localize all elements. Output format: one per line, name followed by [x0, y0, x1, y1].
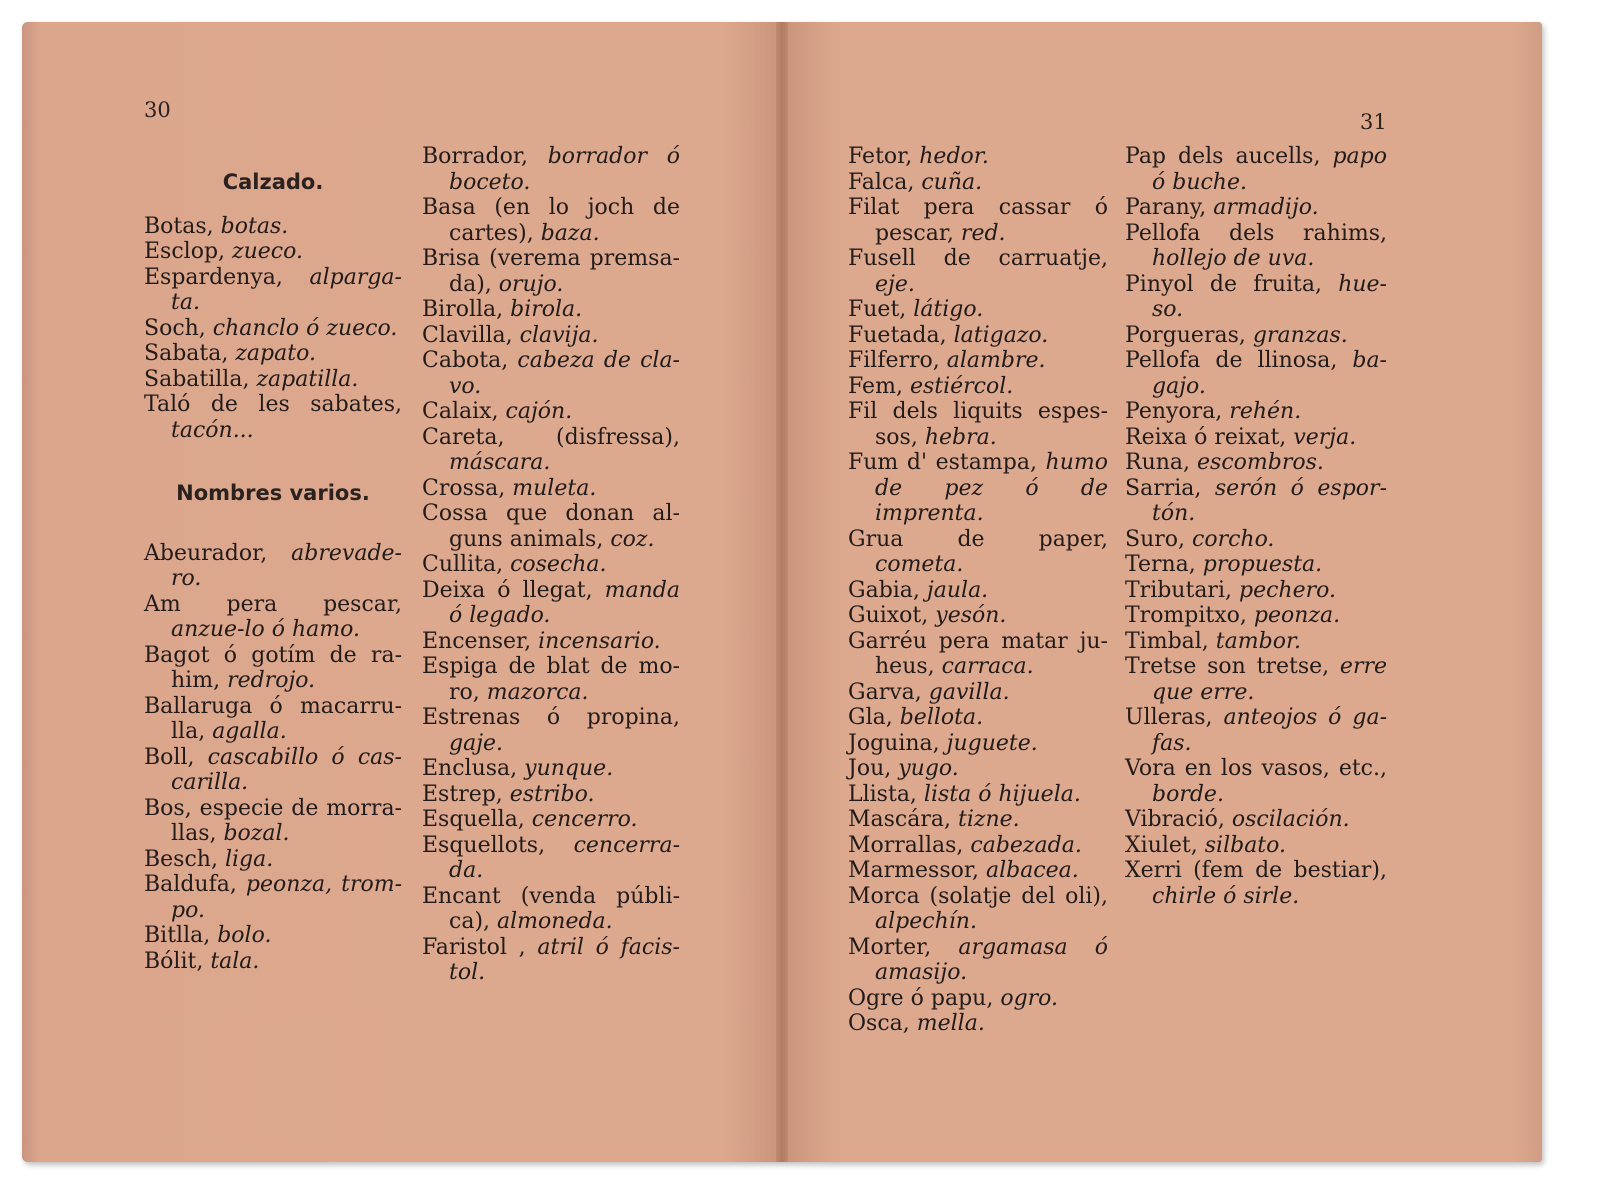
dictionary-entry: [848, 323, 1108, 349]
dictionary-entry: [422, 144, 680, 195]
headword: Filat pera cassar ó pescar,: [848, 195, 1108, 246]
translation: armadijo.: [1213, 195, 1319, 220]
translation: lista ó hijuela.: [923, 781, 1081, 807]
dictionary-entry: [1125, 399, 1387, 425]
translation: muleta.: [512, 475, 597, 501]
headword: Garva,: [848, 679, 929, 705]
headword: Borrador,: [422, 144, 548, 169]
dictionary-entry: [422, 629, 680, 655]
headword: Besch,: [144, 846, 225, 872]
dictionary-entry: [1125, 756, 1387, 807]
translation: agalla.: [212, 719, 287, 744]
dictionary-entry: [422, 552, 680, 578]
dictionary-entry: [1125, 144, 1387, 195]
translation: zapatilla.: [256, 366, 359, 392]
dictionary-entry: [422, 323, 680, 349]
translation: almoneda.: [497, 909, 613, 934]
headword: Am pera pescar,: [144, 591, 402, 617]
translation: albacea.: [985, 858, 1079, 883]
dictionary-entry: [1125, 425, 1387, 451]
translation: juguete.: [946, 730, 1038, 756]
translation: estribo.: [509, 781, 595, 807]
headword: Ulleras,: [1125, 705, 1224, 730]
headword: Birolla,: [422, 297, 511, 322]
headword: Guixot,: [848, 603, 936, 628]
right-col-1: [848, 144, 1108, 1037]
headword: Boll,: [144, 744, 208, 770]
translation: anzue-lo ó hamo.: [171, 617, 361, 642]
headword: Estrenas ó propina,: [422, 705, 680, 730]
translation: oscilación.: [1231, 807, 1350, 832]
dictionary-entry: [422, 756, 680, 782]
headword: Encant (venda públi-ca),: [422, 883, 680, 934]
translation: borrador ó boceto.: [449, 144, 680, 195]
translation: látigo.: [913, 297, 984, 322]
translation: estiércol.: [909, 373, 1014, 399]
translation: yesón.: [935, 603, 1007, 628]
headword: Garréu pera matar ju-heus,: [848, 628, 1108, 679]
translation: cuña.: [921, 169, 983, 195]
translation: serón ó espor-tón.: [1152, 475, 1388, 526]
translation: escombros.: [1197, 450, 1324, 475]
translation: papo ó buche.: [1152, 144, 1387, 195]
dictionary-entry: [1125, 705, 1387, 756]
page-number-right: 31: [1360, 110, 1387, 134]
translation: tambor.: [1215, 628, 1302, 654]
dictionary-entry: [422, 501, 680, 552]
translation: anteojos ó ga-fas.: [1152, 705, 1387, 756]
translation: tacón...: [171, 417, 254, 443]
translation: hebra.: [924, 424, 997, 450]
translation: jaula.: [926, 577, 989, 603]
translation: gaje.: [449, 730, 504, 756]
dictionary-entry: [848, 731, 1108, 757]
translation: ba-gajo.: [1152, 348, 1387, 399]
dictionary-entry: [144, 392, 402, 443]
dictionary-entry: [848, 1011, 1108, 1037]
dictionary-entry: [422, 884, 680, 935]
translation: hollejo de uva.: [1152, 246, 1315, 271]
headword: Morrallas,: [848, 832, 971, 858]
dictionary-entry: [848, 629, 1108, 680]
translation: peonza.: [1253, 603, 1341, 628]
headword: Enclusa,: [422, 756, 525, 781]
entry-list: [422, 144, 680, 986]
translation: clavija.: [519, 322, 599, 348]
headword: Basa (en lo joch de cartes),: [422, 195, 680, 246]
translation: cosecha.: [510, 552, 607, 577]
headword: Taló de les sabates,: [144, 392, 402, 417]
dictionary-entry: [1125, 807, 1387, 833]
headword: Suro,: [1125, 526, 1192, 552]
headword: Ogre ó papu,: [848, 985, 1001, 1011]
dictionary-entry: [422, 705, 680, 756]
headword: Porgueras,: [1125, 322, 1253, 348]
headword: Sarria,: [1125, 475, 1215, 501]
dictionary-entry: [144, 341, 402, 367]
translation: cabezada.: [970, 832, 1082, 858]
translation: red.: [960, 220, 1006, 246]
translation: coz.: [610, 526, 655, 552]
right-col-2: [1125, 144, 1387, 909]
left-col-1: [144, 170, 402, 974]
headword: Estrep,: [422, 781, 510, 807]
headword: Brisa (verema premsa-da),: [422, 246, 680, 297]
headword: Espardenya,: [144, 264, 310, 290]
translation: corcho.: [1192, 526, 1275, 552]
dictionary-entry: [144, 923, 402, 949]
translation: tala.: [210, 948, 260, 974]
dictionary-entry: [144, 214, 402, 240]
headword: Fuetada,: [848, 322, 954, 348]
headword: Osca,: [848, 1011, 917, 1036]
dictionary-entry: [848, 833, 1108, 859]
translation: redrojo.: [227, 668, 316, 693]
dictionary-entry: [422, 297, 680, 323]
headword: Baldufa,: [144, 872, 246, 897]
headword: Sabata,: [144, 341, 236, 366]
dictionary-entry: [848, 527, 1108, 578]
translation: cajón.: [505, 399, 573, 424]
translation: hue-so.: [1152, 271, 1387, 322]
dictionary-entry: [1125, 833, 1387, 859]
dictionary-entry: [144, 316, 402, 342]
translation: chanclo ó zueco.: [212, 315, 398, 341]
translation: zueco.: [232, 239, 303, 264]
translation: cometa.: [875, 552, 964, 577]
headword: Espiga de blat de mo-ro,: [422, 654, 680, 705]
translation: cascabillo ó cas-carilla.: [171, 744, 402, 795]
right-page: [782, 22, 1542, 1162]
headword: Abeurador,: [144, 540, 292, 566]
dictionary-entry: [848, 195, 1108, 246]
headword: Bagot ó gotím de ra-him,: [144, 642, 402, 693]
headword: Pinyol de fruita,: [1125, 271, 1339, 297]
section-heading-calzado: Calzado.: [222, 170, 324, 194]
dictionary-entry: [1125, 348, 1387, 399]
headword: Careta, (disfressa),: [422, 424, 680, 450]
translation: rehén.: [1229, 399, 1302, 424]
dictionary-entry: [848, 986, 1108, 1012]
dictionary-entry: [848, 935, 1108, 986]
dictionary-entry: [144, 872, 402, 923]
dictionary-entry: [422, 348, 680, 399]
headword: Grua de paper,: [848, 526, 1108, 552]
headword: Reixa ó reixat,: [1125, 424, 1294, 450]
headword: Esquellots,: [422, 832, 574, 858]
translation: abrevade-ro.: [171, 540, 402, 591]
translation: humo de pez ó de imprenta.: [875, 450, 1108, 526]
dictionary-entry: [1125, 476, 1387, 527]
translation: zapato.: [235, 341, 316, 366]
translation: bolo.: [217, 923, 272, 948]
translation: orujo.: [498, 271, 564, 297]
translation: carraca.: [941, 654, 1034, 679]
headword: Pellofa dels rahims,: [1125, 220, 1387, 246]
dictionary-entry: [848, 399, 1108, 450]
translation: atril ó facis-tol.: [449, 934, 680, 985]
dictionary-entry: [422, 833, 680, 884]
book-spine: [776, 22, 788, 1162]
headword: Tretse son tretse,: [1125, 654, 1340, 679]
dictionary-entry: [422, 195, 680, 246]
dictionary-entry: [1125, 221, 1387, 272]
dictionary-entry: [848, 756, 1108, 782]
dictionary-entry: [144, 694, 402, 745]
dictionary-entry: [422, 476, 680, 502]
headword: Parany,: [1125, 195, 1214, 220]
translation: manda ó legado.: [449, 577, 680, 628]
headword: Morter,: [848, 934, 959, 960]
headword: Fem,: [848, 373, 910, 399]
dictionary-entry: [144, 949, 402, 975]
headword: Fum d' estampa,: [848, 450, 1046, 475]
translation: birola.: [510, 297, 583, 322]
translation: argamasa ó amasijo.: [875, 934, 1108, 985]
dictionary-entry: [848, 246, 1108, 297]
dictionary-entry: [144, 367, 402, 393]
dictionary-entry: [422, 425, 680, 476]
dictionary-entry: [848, 374, 1108, 400]
dictionary-entry: [848, 144, 1108, 170]
dictionary-entry: [848, 705, 1108, 731]
dictionary-entry: [1125, 323, 1387, 349]
headword: Bólit,: [144, 948, 211, 974]
dictionary-entry: [1125, 450, 1387, 476]
translation: cencerro.: [531, 807, 638, 832]
headword: Botas,: [144, 213, 221, 239]
dictionary-entry: [422, 654, 680, 705]
translation: mazorca.: [486, 679, 589, 705]
dictionary-entry: [848, 782, 1108, 808]
headword: Calaix,: [422, 399, 506, 424]
headword: Xerri (fem de bestiar),: [1125, 858, 1387, 883]
dictionary-entry: [422, 935, 680, 986]
dictionary-entry: [1125, 552, 1387, 578]
dictionary-entry: [1125, 272, 1387, 323]
headword: Fetor,: [848, 144, 920, 169]
headword: Jou,: [848, 756, 899, 781]
dictionary-entry: [848, 297, 1108, 323]
headword: Fil dels liquits espes-sos,: [848, 399, 1108, 450]
dictionary-entry: [144, 541, 402, 592]
headword: Marmessor,: [848, 858, 986, 883]
translation: incensario.: [538, 628, 661, 654]
dictionary-entry: [144, 745, 402, 796]
headword: Cossa que donan al-guns animals,: [422, 501, 680, 552]
open-book: [22, 22, 1542, 1162]
translation: peonza, trom-po.: [171, 872, 402, 923]
headword: Esquella,: [422, 807, 532, 832]
dictionary-entry: [1125, 527, 1387, 553]
headword: Trompitxo,: [1125, 603, 1254, 628]
headword: Gabia,: [848, 577, 927, 603]
left-col-2: [422, 144, 680, 986]
page-number-left: 30: [144, 98, 171, 122]
headword: Cullita,: [422, 552, 511, 577]
translation: granzas.: [1252, 322, 1348, 348]
translation: bellota.: [899, 705, 984, 730]
headword: Filferro,: [848, 348, 947, 373]
headword: Terna,: [1125, 552, 1203, 577]
translation: latigazo.: [953, 322, 1049, 348]
left-page: [22, 22, 782, 1162]
dictionary-entry: [1125, 858, 1387, 909]
translation: alambre.: [946, 348, 1046, 373]
headword: Encenser,: [422, 628, 539, 654]
dictionary-entry: [848, 603, 1108, 629]
headword: Gla,: [848, 705, 900, 730]
dictionary-entry: [1125, 629, 1387, 655]
translation: ogro.: [1000, 985, 1059, 1011]
translation: bozal.: [223, 821, 290, 846]
dictionary-entry: [144, 796, 402, 847]
headword: Tributari,: [1125, 577, 1239, 603]
dictionary-entry: [848, 680, 1108, 706]
headword: Pellofa de llinosa,: [1125, 348, 1353, 373]
dictionary-entry: [848, 807, 1108, 833]
translation: borde.: [1152, 781, 1224, 807]
translation: alpechín.: [875, 909, 977, 934]
dictionary-entry: [848, 858, 1108, 884]
translation: yunque.: [524, 756, 614, 781]
dictionary-entry: [422, 399, 680, 425]
translation: cencerra-da.: [449, 832, 680, 883]
dictionary-entry: [144, 847, 402, 873]
dictionary-entry: [144, 239, 402, 265]
entry-list: [848, 144, 1108, 1037]
translation: alparga-ta.: [171, 264, 402, 315]
dictionary-entry: [144, 592, 402, 643]
headword: Cabota,: [422, 348, 518, 373]
dictionary-entry: [848, 884, 1108, 935]
dictionary-entry: [1125, 578, 1387, 604]
dictionary-entry: [422, 807, 680, 833]
translation: silbato.: [1204, 832, 1287, 858]
translation: pechero.: [1238, 577, 1336, 603]
headword: Fuet,: [848, 297, 914, 322]
dictionary-entry: [422, 246, 680, 297]
headword: Morca (solatje del oli),: [848, 883, 1108, 909]
translation: mella.: [916, 1011, 985, 1036]
headword: Falca,: [848, 169, 922, 195]
dictionary-entry: [1125, 195, 1387, 221]
headword: Llista,: [848, 781, 924, 807]
entry-list: [1125, 144, 1387, 909]
headword: Faristol ,: [422, 934, 538, 960]
translation: hedor.: [919, 144, 989, 169]
headword: Clavilla,: [422, 322, 520, 348]
headword: Vibració,: [1125, 807, 1232, 832]
translation: tizne.: [958, 807, 1020, 832]
dictionary-entry: [1125, 603, 1387, 629]
dictionary-entry: [848, 578, 1108, 604]
dictionary-entry: [848, 450, 1108, 527]
translation: liga.: [224, 846, 274, 872]
translation: eje.: [875, 271, 915, 297]
headword: Bitlla,: [144, 923, 218, 948]
headword: Pap dels aucells,: [1125, 144, 1333, 169]
section-heading-nombres-varios: Nombres varios.: [176, 481, 370, 505]
dictionary-entry: [848, 348, 1108, 374]
headword: Penyora,: [1125, 399, 1230, 424]
translation: yugo.: [898, 756, 959, 781]
dictionary-entry: [1125, 654, 1387, 705]
headword: Sabatilla,: [144, 366, 257, 392]
entry-list: [144, 214, 402, 444]
headword: Crossa,: [422, 475, 513, 501]
headword: Timbal,: [1125, 628, 1216, 654]
translation: verja.: [1293, 424, 1357, 450]
dictionary-entry: [144, 643, 402, 694]
headword: Soch,: [144, 315, 213, 341]
headword: Runa,: [1125, 450, 1198, 475]
headword: Fusell de carruatje,: [848, 246, 1108, 271]
translation: propuesta.: [1202, 552, 1323, 577]
translation: botas.: [220, 213, 289, 239]
translation: chirle ó sirle.: [1152, 883, 1300, 909]
translation: cabeza de cla-vo.: [449, 348, 680, 399]
dictionary-entry: [422, 782, 680, 808]
translation: máscara.: [449, 450, 551, 475]
dictionary-entry: [422, 578, 680, 629]
headword: Vora en los vasos, etc.,: [1125, 756, 1387, 781]
translation: gavilla.: [928, 679, 1010, 705]
translation: erre que erre.: [1152, 654, 1387, 705]
headword: Xiulet,: [1125, 832, 1205, 858]
headword: Ballaruga ó macarru-lla,: [144, 693, 402, 744]
dictionary-entry: [144, 265, 402, 316]
headword: Mascára,: [848, 807, 958, 832]
headword: Bos, especie de morra-llas,: [144, 795, 402, 846]
headword: Esclop,: [144, 239, 233, 264]
entry-list: [144, 541, 402, 975]
headword: Deixa ó llegat,: [422, 577, 605, 603]
translation: baza.: [540, 220, 600, 246]
headword: Joguina,: [848, 730, 947, 756]
dictionary-entry: [848, 170, 1108, 196]
